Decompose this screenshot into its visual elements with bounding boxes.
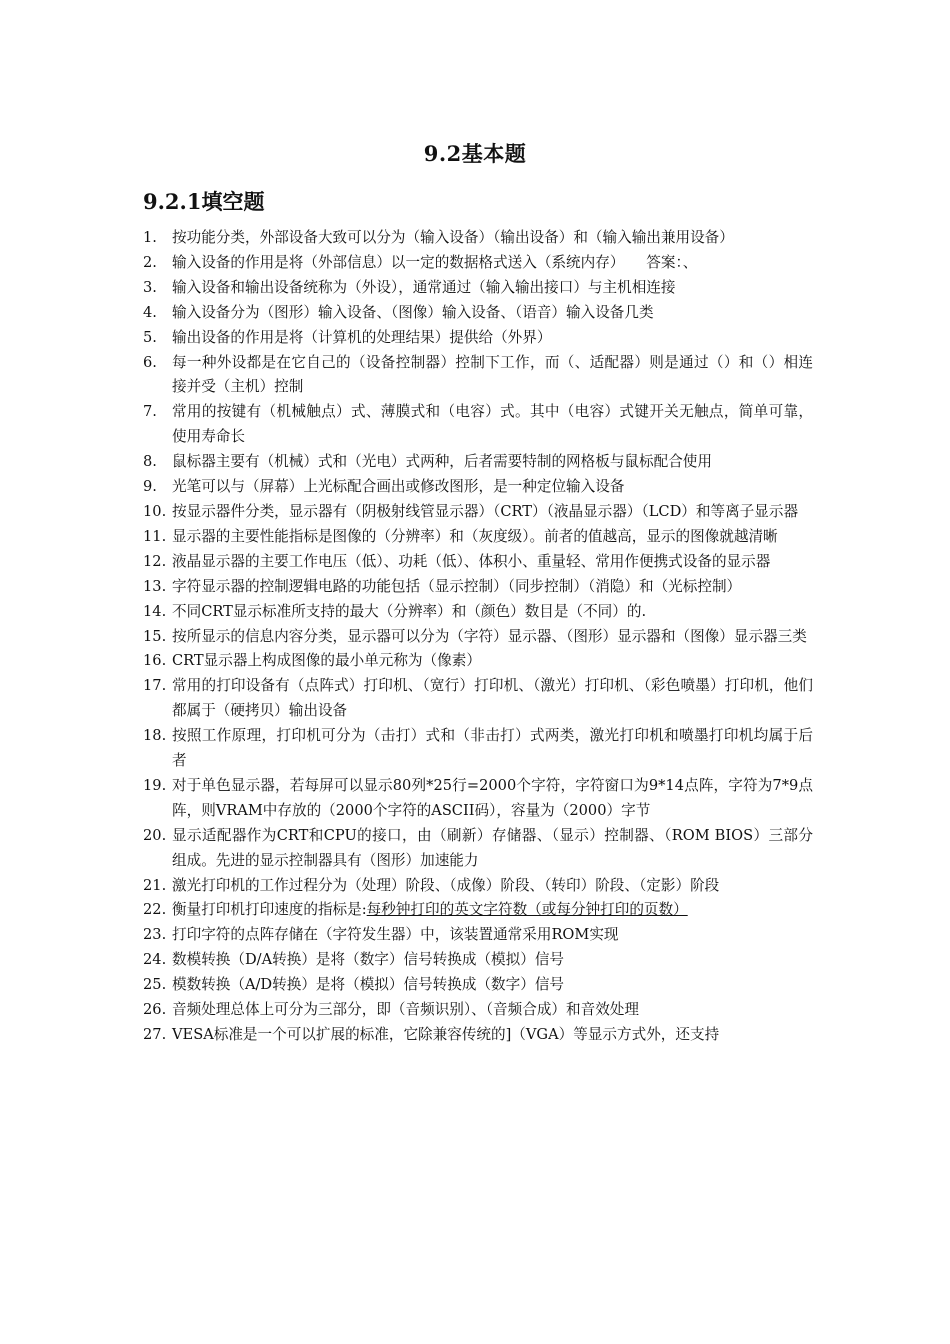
list-item <box>143 276 813 301</box>
item-number: 13. <box>143 577 167 595</box>
item-text: 不同CRT显示标准所支持的最大（分辨率）和（颜色）数目是（不同）的. <box>172 602 647 620</box>
item-number: 16. <box>143 652 167 670</box>
list-item <box>143 450 813 475</box>
item-number: 24. <box>143 951 167 969</box>
item-text: 每一种外设都是在它自己的（设备控制器）控制下工作，而（、适配器）则是通过（）和（）相连接并受（主机）控制 <box>172 353 813 396</box>
item-number: 2. <box>143 253 157 271</box>
list-item <box>143 226 813 251</box>
item-number: 1. <box>143 229 157 246</box>
item-text: 输入设备分为（图形）输入设备、（图像）输入设备、（语音）输入设备几类 <box>172 303 654 321</box>
item-number: 10. <box>143 502 167 520</box>
item-number: 19. <box>143 776 167 794</box>
item-text: 输入设备和输出设备统称为（外设），通常通过（输入输出接口）与主机相连接 <box>172 278 676 296</box>
item-number: 21. <box>143 876 167 894</box>
list-item <box>143 475 813 500</box>
item-number: 25. <box>143 976 167 994</box>
list-item <box>143 874 813 899</box>
subsection-title: 9.2.1填空题 <box>143 189 265 214</box>
item-number: 23. <box>143 926 167 944</box>
item-text: 激光打印机的工作过程分为（处理）阶段、（成像）阶段、（转印）阶段、（定影）阶段 <box>172 876 720 894</box>
list-item <box>143 973 813 998</box>
underlined-answer: 每秒钟打印的英文字符数（或每分钟打印的页数） <box>366 901 688 919</box>
item-number: 3. <box>143 278 157 296</box>
list-item <box>143 625 813 650</box>
item-text: 输出设备的作用是将（计算机的处理结果）提供给（外界） <box>172 328 552 346</box>
item-text: 衡量打印机打印速度的指标是: <box>172 901 367 919</box>
item-text: CRT显示器上构成图像的最小单元称为（像素） <box>172 652 481 670</box>
item-number: 17. <box>143 677 167 695</box>
list-item <box>143 674 813 724</box>
item-text: 显示器的主要性能指标是图像的（分辨率）和（灰度级）。前者的值越高，显示的图像就越清晰 <box>172 527 778 545</box>
list-item <box>143 525 813 550</box>
item-number: 8. <box>143 453 157 471</box>
item-text: 模数转换（A/D转换）是将（模拟）信号转换成（数字）信号 <box>172 976 565 994</box>
item-number: 9. <box>143 478 157 496</box>
item-number: 4. <box>143 303 157 321</box>
list-item <box>143 774 813 824</box>
item-number: 15. <box>143 627 167 645</box>
item-number: 6. <box>143 353 157 371</box>
item-number: 11. <box>143 527 167 545</box>
item-text: 对于单色显示器，若每屏可以显示80列*25行=2000个字符，字符窗口为9*14点阵，字符为7*9点阵，则VRAM中存放的（2000个字符的ASCII码），容量为（2000）字节 <box>172 776 813 819</box>
list-item <box>143 326 813 351</box>
item-number: 22. <box>143 901 167 919</box>
item-text: 鼠标器主要有（机械）式和（光电）式两种，后者需要特制的网格板与鼠标配合使用 <box>172 453 712 471</box>
item-number: 20. <box>143 826 167 844</box>
item-text: 按所显示的信息内容分类，显示器可以分为（字符）显示器、（图形）显示器和（图像）显示器三类 <box>172 627 807 645</box>
list-item <box>143 500 813 525</box>
list-item <box>143 649 813 674</box>
item-text: 显示适配器作为CRT和CPU的接口，由（刷新）存储器、（显示）控制器、（ROM BIOS）三部分组成。先进的显示控制器具有（图形）加速能力 <box>172 826 813 869</box>
item-number: 7. <box>143 403 157 421</box>
list-item <box>143 898 813 923</box>
list-item <box>143 923 813 948</box>
list-item <box>143 948 813 973</box>
item-number: 18. <box>143 727 167 745</box>
item-number: 5. <box>143 328 157 346</box>
question-list <box>143 226 813 1048</box>
list-item <box>143 301 813 326</box>
item-number: 27. <box>143 1026 167 1043</box>
item-text: VESA标准是一个可以扩展的标准，它除兼容传统的]（VGA）等显示方式外，还支持 <box>172 1026 720 1043</box>
list-item <box>143 575 813 600</box>
list-item <box>143 351 813 401</box>
list-item <box>143 1023 813 1048</box>
item-text: 按照工作原理，打印机可分为（击打）式和（非击打）式两类，激光打印机和喷墨打印机均属于后者 <box>172 727 813 770</box>
list-item <box>143 724 813 774</box>
item-text: 音频处理总体上可分为三部分，即（音频识别）、（音频合成）和音效处理 <box>172 1001 639 1019</box>
list-item <box>143 998 813 1023</box>
list-item <box>143 550 813 575</box>
item-text: 按功能分类，外部设备大致可以分为（输入设备）（输出设备）和（输入输出兼用设备） <box>172 229 734 246</box>
item-number: 12. <box>143 552 167 570</box>
list-item <box>143 400 813 450</box>
item-text: 打印字符的点阵存储在（字符发生器）中，该装置通常采用ROM实现 <box>172 926 619 944</box>
list-item <box>143 600 813 625</box>
item-text: 常用的打印设备有（点阵式）打印机、（宽行）打印机、（激光）打印机、（彩色喷墨）打印机，他们都属于（硬拷贝）输出设备 <box>172 677 813 720</box>
item-text: 数模转换（D/A转换）是将（数字）信号转换成（模拟）信号 <box>172 951 565 969</box>
item-text: 输入设备的作用是将（外部信息）以一定的数据格式送入（系统内存） 答案：、 <box>172 253 698 271</box>
item-text: 常用的按键有（机械触点）式、薄膜式和（电容）式。其中（电容）式键开关无触点，简单可靠，使用寿命长 <box>172 403 813 446</box>
item-text: 按显示器件分类，显示器有（阴极射线管显示器）（CRT）（液晶显示器）（LCD）和等离子显示器 <box>172 502 799 520</box>
item-number: 26. <box>143 1001 167 1019</box>
item-number: 14. <box>143 602 167 620</box>
item-text: 液晶显示器的主要工作电压（低）、功耗（低）、体积小、重量轻、常用作便携式设备的显示器 <box>172 552 771 570</box>
section-title: 9.2基本题 <box>423 141 527 166</box>
list-item <box>143 824 813 874</box>
item-text: 光笔可以与（屏幕）上光标配合画出或修改图形，是一种定位输入设备 <box>172 478 625 496</box>
item-text: 字符显示器的控制逻辑电路的功能包括（显示控制）（同步控制）（消隐）和（光标控制） <box>172 577 742 595</box>
list-item <box>143 251 813 276</box>
